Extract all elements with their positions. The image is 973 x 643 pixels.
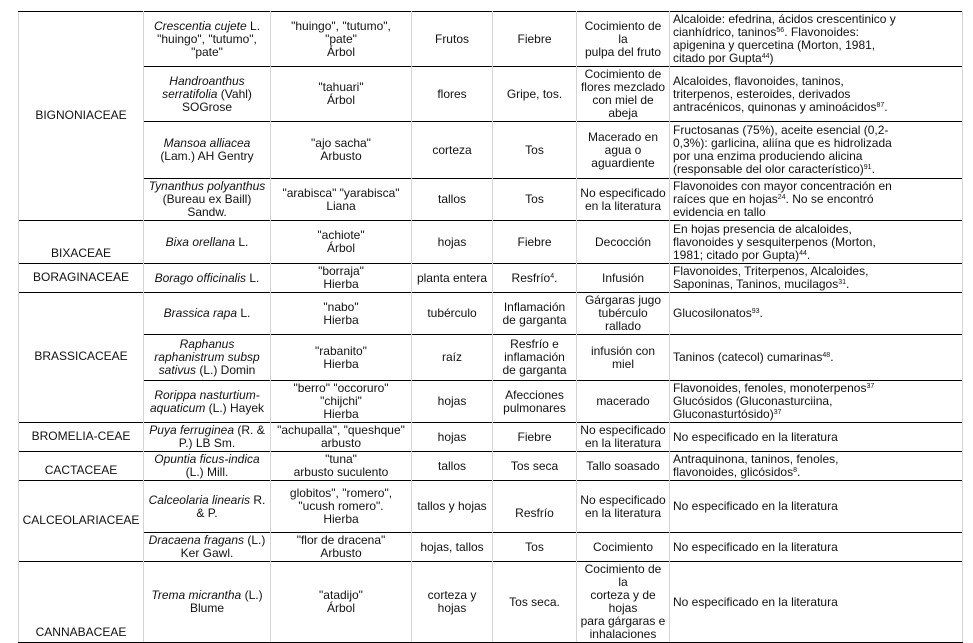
species-author: L.: [235, 234, 249, 249]
species-author: L. "huingo", "tutumo", "pate": [157, 18, 261, 59]
species-cell: [144, 179, 271, 221]
plant-part: raíz: [412, 335, 493, 381]
medicinal-use: Resfrío e inflamación de garganta: [493, 335, 577, 381]
preparation: Cocimiento de flores mezclado con miel de abeja: [577, 67, 670, 122]
species-author: (L.) Mill.: [185, 465, 229, 479]
common-name: "rabanito" Hierba: [271, 335, 412, 381]
species-author: (L.) Domin: [196, 363, 256, 377]
species-cell: [144, 264, 271, 293]
species-name: Puya ferruginea: [149, 423, 235, 437]
species-cell: [144, 481, 271, 533]
species-name: Calceolaria linearis: [148, 492, 251, 507]
preparation: Gárgaras jugo tubérculo rallado: [577, 293, 670, 335]
species-author: (Bureau ex Baill) Sandw.: [162, 192, 252, 219]
family-name: BROMELIA-CEAE: [19, 423, 144, 452]
species-author: (L.) Hayek: [205, 400, 265, 415]
table-row: [19, 122, 963, 179]
medicinal-use: Inflamación de garganta: [493, 293, 577, 335]
species-cell: [144, 452, 271, 481]
common-name: "tuna" arbusto suculento: [271, 452, 412, 481]
compounds: Fructosanas (75%), aceite esencial (0,2- 0,3%): garlicina, aliína que es hidrolizada por una enzima produciendo alicina (responsable del olor característico)$^{91}$.: [670, 122, 963, 179]
plant-part: planta entera: [412, 264, 493, 293]
compounds: Alcaloides, flavonoides, taninos, triterpenos, esteroides, derivados antracénicos, quinonas y aminoácidos$^{87}$.: [670, 67, 963, 122]
compounds: No especificado en la literatura: [670, 423, 963, 452]
table-row: [19, 452, 963, 481]
plant-part: tallos: [412, 179, 493, 221]
preparation: infusión con miel: [577, 335, 670, 381]
preparation: Cocimiento de la corteza y de hojas para gárgaras e inhalaciones: [577, 562, 670, 643]
plant-part: hojas: [412, 423, 493, 452]
species-name: Handroanthus serratifolia: [162, 73, 245, 101]
reference-number: 44: [761, 53, 770, 60]
preparation: No especificado en la literatura: [577, 481, 670, 533]
compounds: Flavonoides, fenoles, monoterpenos$^{37}$ Glucósidos (Gluconasturciina, Gluconasturtósido)$^{37}$: [670, 381, 963, 423]
reference-number: 8: [793, 467, 797, 474]
medicinal-use: Tos: [493, 179, 577, 221]
medicinal-use: Tos: [493, 533, 577, 562]
medicinal-use: Afecciones pulmonares: [493, 381, 577, 423]
species-name: Mansoa alliacea: [163, 136, 251, 150]
preparation: No especificado en la literatura: [577, 179, 670, 221]
reference-number: 44: [799, 249, 807, 257]
table-row: [19, 179, 963, 221]
common-name: "atadijo" Árbol: [271, 562, 412, 643]
common-name: "flor de dracena" Arbusto: [271, 533, 412, 562]
compounds: No especificado en la literatura: [670, 533, 963, 562]
common-name: "ajo sacha" Arbusto: [271, 122, 412, 179]
species-name: Brassica rapa: [163, 306, 238, 320]
species-author: (Lam.) AH Gentry: [160, 149, 254, 163]
plant-part: corteza: [412, 122, 493, 179]
common-name: "arabisca" "yarabisca" Liana: [271, 179, 412, 221]
table-row: [19, 12, 963, 67]
common-name: "achupalla", "queshque" arbusto: [271, 423, 412, 452]
medicinal-use: Tos seca.: [493, 562, 577, 643]
preparation: Cocimiento de la pulpa del fruto: [577, 12, 670, 67]
reference-number: 31: [838, 279, 847, 286]
compounds: Alcaloide: efedrina, ácidos crescentinico y cianhídrico, taninos$^{56}$. Flavonoides: apigenina y quercetina (Morton, 1981, citado por Gupta$^{44}$): [670, 12, 963, 67]
compounds: Antraquinona, taninos, fenoles, flavonoides, glicósidos$^8$.: [670, 452, 963, 481]
compounds: En hojas presencia de alcaloides, flavonoides y sesquiterpenos (Morton, 1981; citado por Gupta)$^{44}$.: [670, 221, 963, 264]
species-name: Opuntia ficus-indica: [154, 452, 260, 466]
table-row: [19, 423, 963, 452]
species-cell: [144, 12, 271, 67]
plant-part: hojas: [412, 381, 493, 423]
preparation: Tallo soasado: [577, 452, 670, 481]
medicinal-use: Fiebre: [493, 12, 577, 67]
table-row: [19, 381, 963, 423]
species-cell: [144, 335, 271, 381]
species-name: Trema micrantha: [151, 588, 242, 602]
preparation: Infusión: [577, 264, 670, 293]
reference-number: 56: [776, 27, 785, 34]
medicinal-use: Fiebre: [493, 221, 577, 264]
compounds: No especificado en la literatura: [670, 562, 963, 643]
common-name: "nabo" Hierba: [271, 293, 412, 335]
species-name: Tynanthus polyanthus: [148, 179, 266, 193]
species-name: Crescentia cujete: [153, 18, 247, 33]
species-author: (L.) Ker Gawl.: [180, 533, 266, 560]
table-body: [19, 12, 963, 643]
medicinal-use: Tos: [493, 122, 577, 179]
species-name: Bixa orellana: [165, 234, 236, 249]
species-cell: [144, 293, 271, 335]
reference-number: 48: [822, 352, 831, 359]
table-row: [19, 67, 963, 122]
reference-number: 93: [751, 308, 760, 315]
table-row: [19, 221, 963, 264]
medicinal-use: Resfrío$^4$.: [493, 264, 577, 293]
plant-part: hojas, tallos: [412, 533, 493, 562]
reference-number: 91: [863, 164, 872, 171]
medicinal-use: Gripe, tos.: [493, 67, 577, 122]
family-name: BIGNONIACEAE: [19, 12, 144, 221]
species-cell: [144, 221, 271, 264]
common-name: "berro" "occoruro" "chijchi" Hierba: [271, 381, 412, 423]
reference-number: 37: [773, 409, 782, 416]
common-name: "tahuari" Árbol: [271, 67, 412, 122]
species-cell: [144, 562, 271, 643]
preparation: Cocimiento: [577, 533, 670, 562]
compounds: Flavonoides, Triterpenos, Alcaloides, Saponinas, Taninos, mucilagos$^{31}$.: [670, 264, 963, 293]
common-name: "borraja" Hierba: [271, 264, 412, 293]
family-name: BORAGINACEAE: [19, 264, 144, 293]
species-author: L.: [237, 306, 251, 320]
plant-part: hojas: [412, 221, 493, 264]
family-name: BRASSICACEAE: [19, 293, 144, 423]
reference-number: 24: [777, 194, 786, 201]
common-name: globitos", "romero", "ucush romero". Hierba: [271, 481, 412, 533]
plants-table: [18, 11, 963, 643]
reference-number: 87: [876, 101, 885, 109]
common-name: "huingo", "tutumo", "pate" Árbol: [271, 12, 412, 67]
species-author: (R. & P.) LB Sm.: [178, 423, 265, 450]
compounds: Flavonoides con mayor concentración en raíces que en hojas$^{24}$. No se encontró evidencia en tallo: [670, 179, 963, 221]
preparation: Macerado en agua o aguardiente: [577, 122, 670, 179]
plant-part: tallos y hojas: [412, 481, 493, 533]
table-row: [19, 264, 963, 293]
species-cell: [144, 122, 271, 179]
species-name: Dracaena fragans: [148, 533, 245, 547]
reference-number: 4: [550, 272, 555, 280]
common-name: "achiote" Árbol: [271, 221, 412, 264]
compounds: Taninos (catecol) cumarinas$^{48}$.: [670, 335, 963, 381]
family-name: CANNABACEAE: [19, 562, 144, 643]
species-author: (Vahl) SOGrose: [181, 86, 252, 114]
medicinal-use: Resfrío: [493, 481, 577, 533]
table-row: [19, 481, 963, 533]
medicinal-use: Tos seca: [493, 452, 577, 481]
plant-part: tallos: [412, 452, 493, 481]
species-name: Raphanus raphanistrum subsp sativus: [154, 337, 260, 377]
family-name: BIXACEAE: [19, 221, 144, 264]
species-name: Borago officinalis: [154, 270, 247, 285]
table-row: [19, 562, 963, 643]
species-author: L.: [246, 270, 260, 285]
plant-part: flores: [412, 67, 493, 122]
table-row: [19, 293, 963, 335]
species-cell: [144, 381, 271, 423]
plant-part: corteza y hojas: [412, 562, 493, 643]
species-author: (L.) Blume: [189, 588, 263, 615]
preparation: No especificado en la literatura: [577, 423, 670, 452]
medicinal-use: Fiebre: [493, 423, 577, 452]
family-name: CACTACEAE: [19, 452, 144, 481]
preparation: macerado: [577, 381, 670, 423]
plant-part: Frutos: [412, 12, 493, 67]
species-cell: [144, 67, 271, 122]
preparation: Decocción: [577, 221, 670, 264]
reference-number: 37: [866, 383, 875, 390]
species-name: Rorippa nasturtium- aquaticum: [149, 387, 260, 415]
table-row: [19, 533, 963, 562]
species-cell: [144, 423, 271, 452]
species-author: R. & P.: [196, 492, 266, 520]
compounds: Glucosilonatos$^{93}$.: [670, 293, 963, 335]
table-row: [19, 335, 963, 381]
plant-part: tubérculo: [412, 293, 493, 335]
family-name: CALCEOLARIACEAE: [19, 481, 144, 562]
species-cell: [144, 533, 271, 562]
compounds: No especificado en la literatura: [670, 481, 963, 533]
